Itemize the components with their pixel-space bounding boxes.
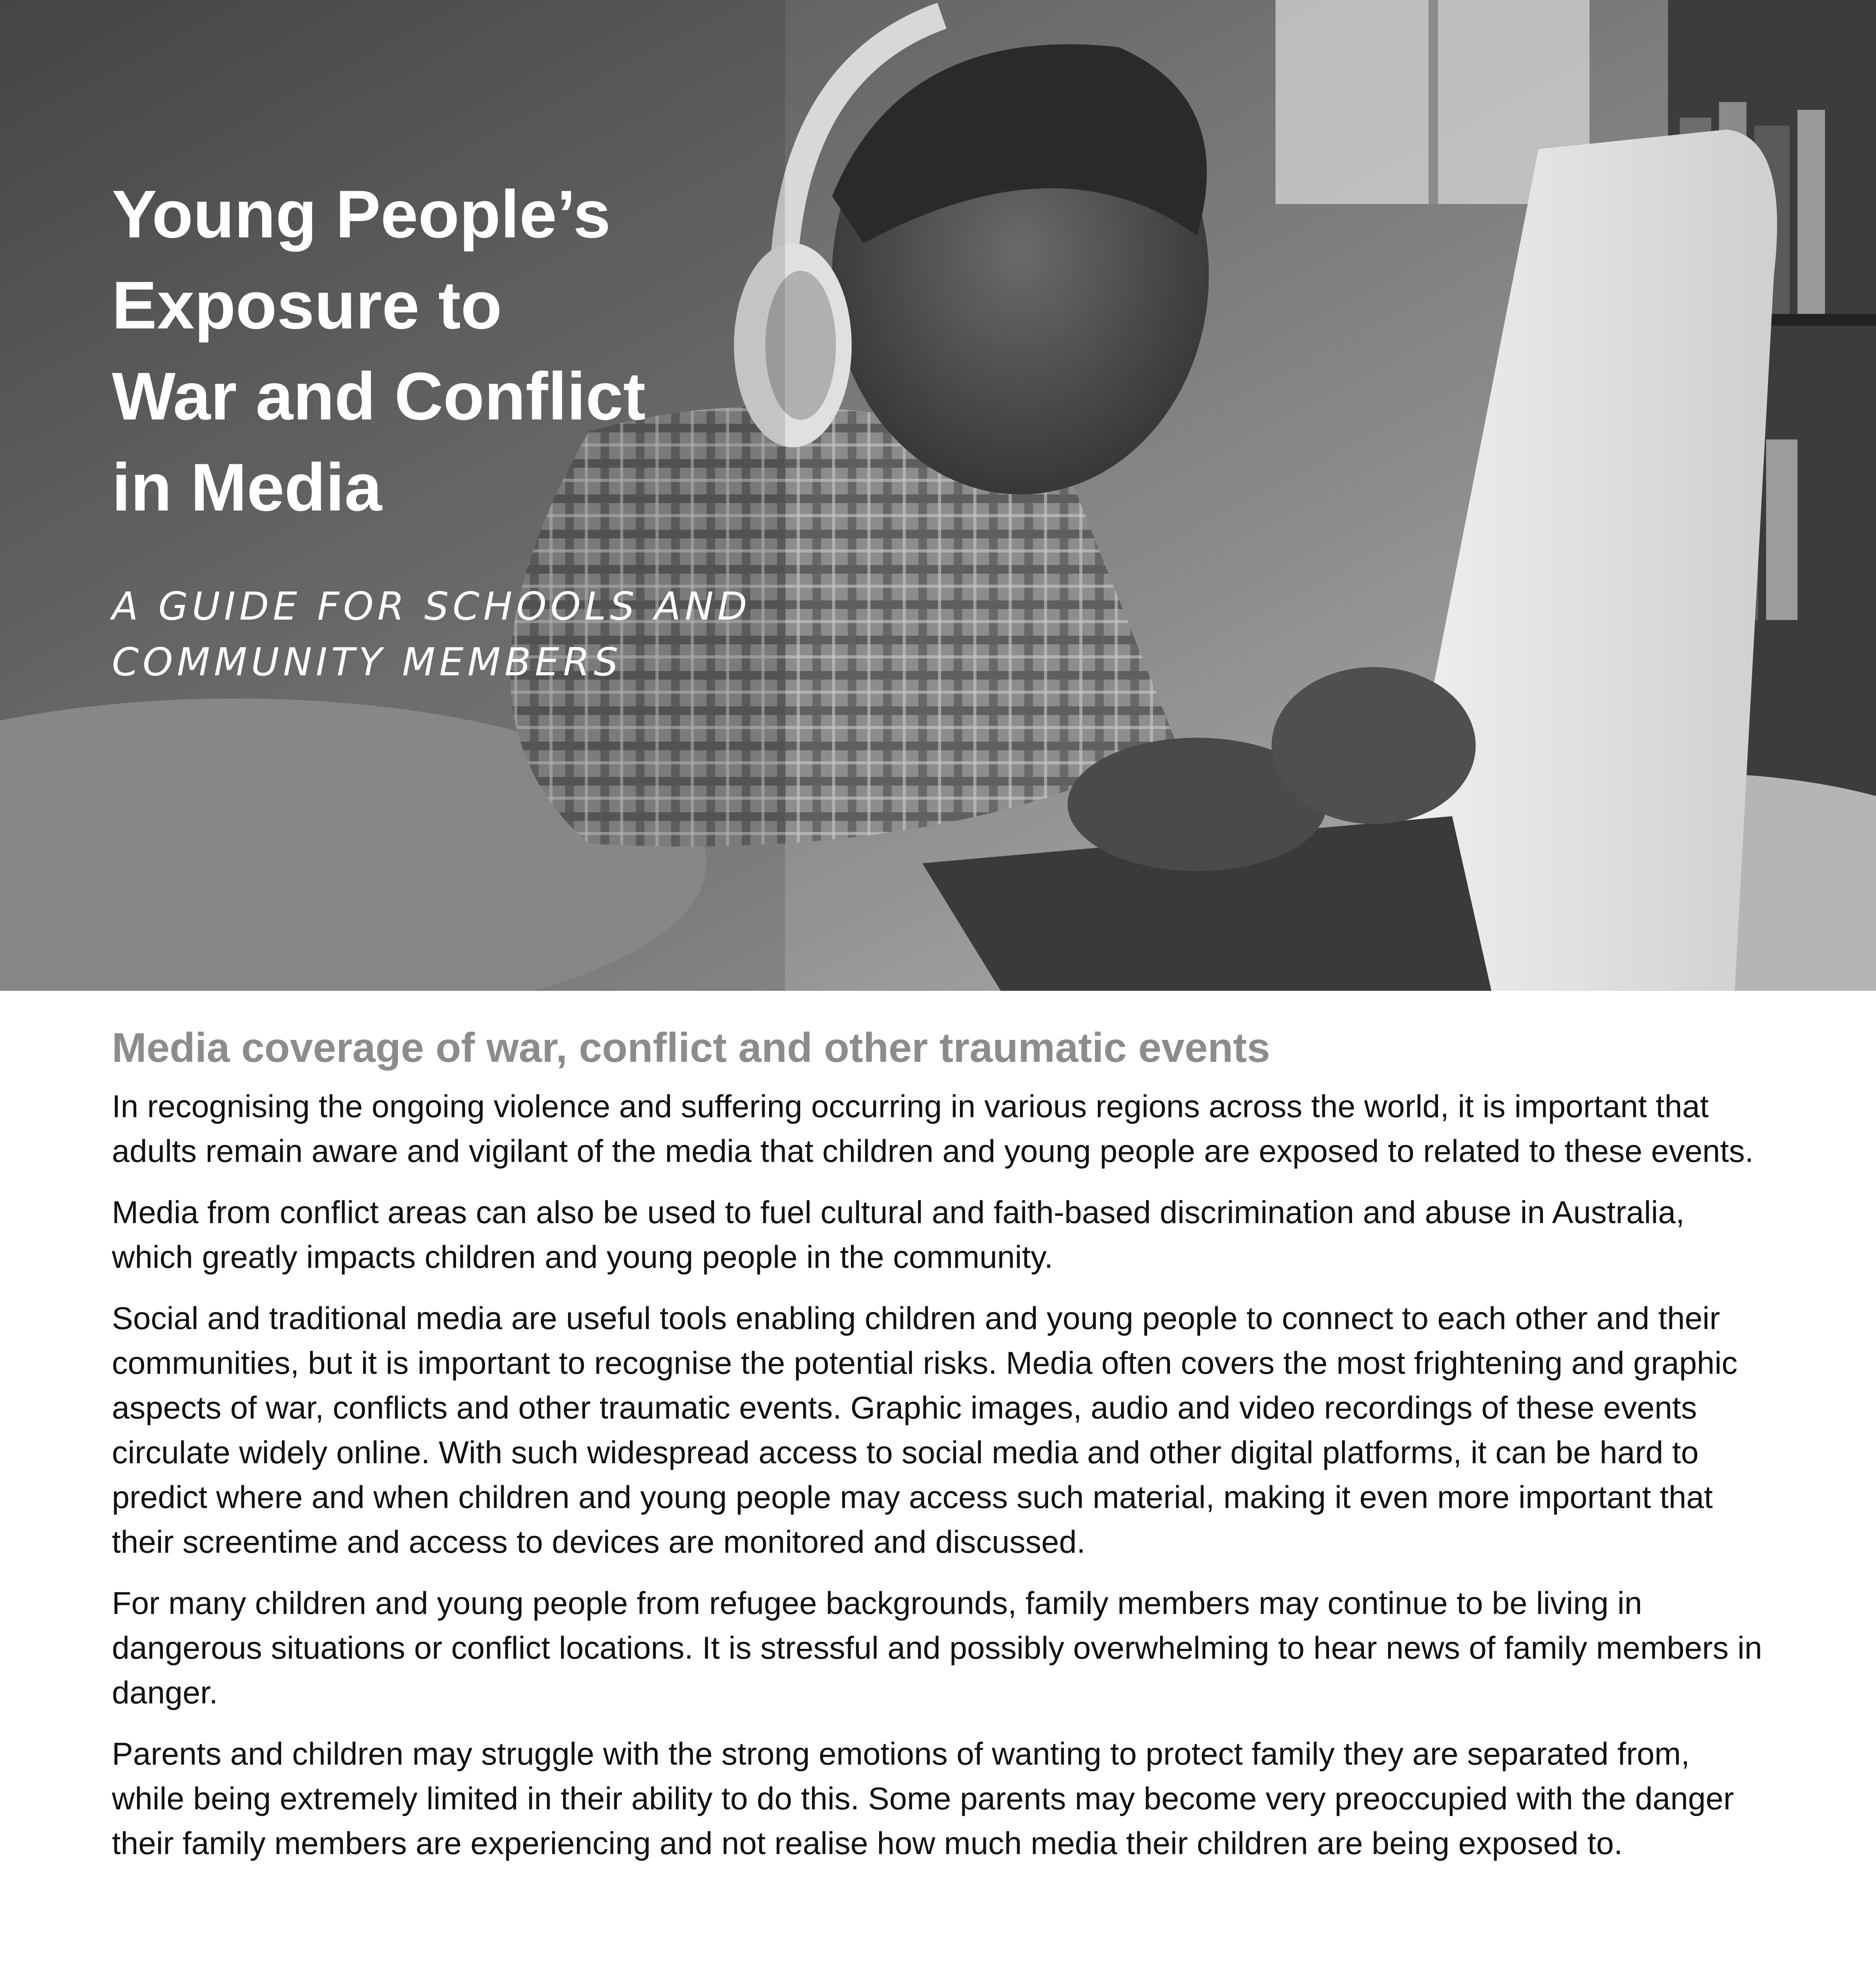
title-line: Young People’s xyxy=(112,177,611,252)
subtitle-line: A GUIDE FOR SCHOOLS AND xyxy=(112,584,751,629)
subtitle-line: COMMUNITY MEMBERS xyxy=(112,640,622,685)
body-paragraph: Parents and children may struggle with the strong emotions of wanting to protect family they are separated from, while being extremely limited in their ability to do this. Some parents may become very preoccupied with the danger their family members are experiencing and not realise how much media their children are being exposed to. xyxy=(112,1736,1734,1861)
title-line: in Media xyxy=(112,450,382,525)
section-heading: Media coverage of war, conflict and other traumatic events xyxy=(112,1025,1270,1071)
body-paragraph: Media from conflict areas can also be used to fuel cultural and faith-based discrimination and abuse in Australia, which greatly impacts children and young people in the community. xyxy=(112,1195,1685,1275)
body-paragraph: Social and traditional media are useful tools enabling children and young people to connect to each other and their communities, but it is important to recognise the potential risks. Media often covers the most frightening and graphic aspects of war, conflicts and other traumatic events. Graphic images, audio and video recordings of these events circulate widely online. With such widespread access to social media and other digital platforms, it can be hard to predict where and when children and young people may access such material, making it even more important that their screentime and access to devices are monitored and discussed. xyxy=(112,1301,1738,1560)
body-paragraph: For many children and young people from refugee backgrounds, family members may continue to be living in dangerous situations or conflict locations. It is stressful and possibly overwhelming to hear news of family members in danger. xyxy=(112,1586,1762,1710)
body-paragraph: In recognising the ongoing violence and suffering occurring in various regions across the world, it is important that adults remain aware and vigilant of the media that children and young people are exposed to related to these events. xyxy=(112,1089,1754,1169)
title-line: Exposure to xyxy=(112,268,502,343)
main-content xyxy=(112,1022,1768,1882)
page-title xyxy=(112,169,779,533)
page-subtitle xyxy=(112,579,818,690)
title-line: War and Conflict xyxy=(112,359,646,434)
